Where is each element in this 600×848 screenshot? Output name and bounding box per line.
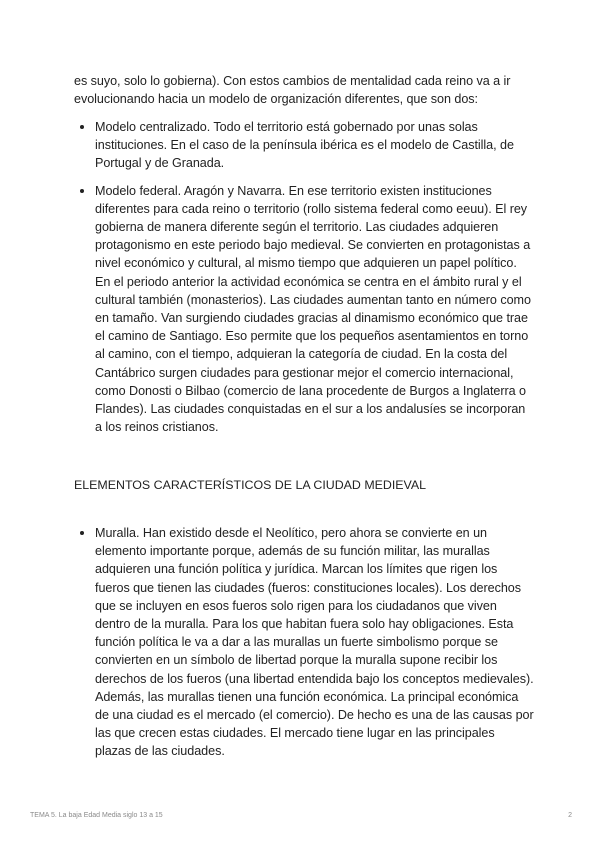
footer-title: TEMA 5. La baja Edad Media siglo 13 a 15: [30, 812, 163, 819]
list-item-text: Modelo federal. Aragón y Navarra. En ese territorio existen instituciones diferentes para cada reino o territorio (rollo sistema federal como eeuu). El rey gobierna de manera diferente según el territorio. Las ciudades adquieren protagonismo en este periodo bajo medieval. Se convierten en protagonistas a nivel económico y cultural, al mismo tiempo que adquieren un papel político. En el periodo anterior la actividad económica se centra en el ámbito rural y el cultural también (monasterios). Las ciudades aumentan tanto en número como en tamaño. Van surgiendo ciudades gracias al dinamismo económico que trae el camino de Santiago. Eso permite que los pequeños asentamientos en torno al camino, con el tiempo, adquieran la categoría de ciudad. En la costa del Cantábrico surgen ciudades para gestionar mejor el comercio internacional, como Donosti o Bilbao (comercio de lana procedente de Burgos a Inglaterra o Flandes). Las ciudades conquistadas en el sur a los andalusíes se incorporan a los reinos cristianos.: [95, 183, 531, 435]
intro-paragraph: es suyo, solo lo gobierna). Con estos cambios de mentalidad cada reino va a ir evolucionando hacia un modelo de organización diferentes, que son dos:: [74, 74, 511, 107]
list-item: [74, 524, 534, 761]
bullet-icon: [80, 125, 84, 129]
bullet-icon: [80, 531, 84, 535]
bullet-icon: [80, 189, 84, 193]
city-elements-list: [74, 524, 534, 761]
section-heading: ELEMENTOS CARACTERÍSTICOS DE LA CIUDAD MEDIEVAL: [74, 478, 427, 492]
organization-models-list: [74, 118, 534, 436]
list-item: [74, 182, 534, 437]
list-item-text: Muralla. Han existido desde el Neolítico, pero ahora se convierte en un elemento importante porque, además de su función militar, las murallas adquieren una función política y jurídica. Marcan los límites que rigen los fueros que tienen las ciudades (fueros: constituciones locales). Los derechos que se incluyen en esos fueros solo rigen para los ciudadanos que viven dentro de la muralla. Para los que habitan fuera solo hay obligaciones. Esta función política le va a dar a las murallas un fuerte simbolismo porque se convierten en un símbolo de libertad porque la muralla supone recibir los derechos de los fueros (una libertad entendida bajo los conceptos medievales). Además, las murallas tienen una función económica. La principal económica de una ciudad es el mercado (el comercio). De hecho es una de las causas por las que crecen estas ciudades. El mercado tiene lugar en las principales plazas de las ciudades.: [95, 526, 534, 759]
list-item: [74, 118, 534, 173]
page-number: 2: [568, 812, 572, 819]
list-item-text: Modelo centralizado. Todo el territorio está gobernado por unas solas instituciones. En el caso de la península ibérica es el modelo de Castilla, de Portugal y de Granada.: [95, 120, 514, 171]
